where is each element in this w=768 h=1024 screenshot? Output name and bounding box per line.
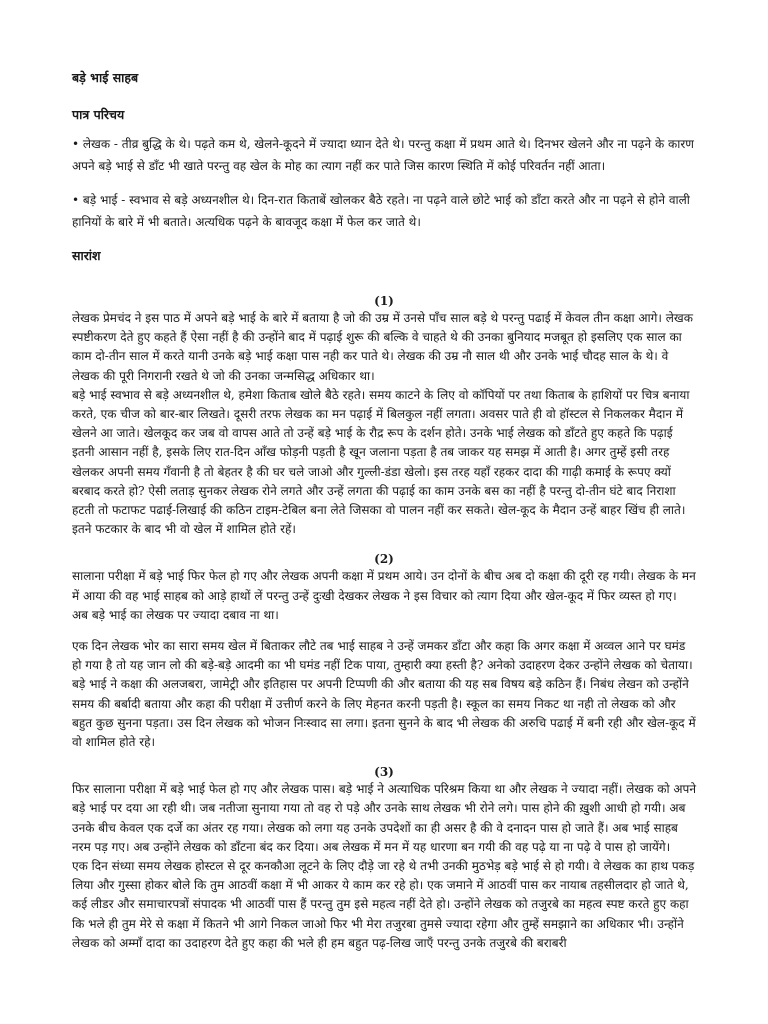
character-brother-paragraph: • बड़े भाई - स्वभाव से बड़े अध्यनशील थे। दिन-रात किताबें खोलकर बैठे रहते। ना पढ़ने वाले छोटे भाई को डाँटा करते और ना पढ़ने से होने वाली हानियों के बारे में भी बताते। अत्यधिक पढ़ने के बावजूद कक्षा में फेल कर जाते थे। (72, 193, 690, 229)
section-3-paragraph-2: एक दिन संध्या समय लेखक होस्टल से दूर कनकौआ लूटने के लिए दौड़े जा रहे थे तभी उनकी मुठभेड़ बड़े भाई से हो गयी। वे लेखक का हाथ पकड़ लिया और गुस्सा होकर बोले कि तुम आठवीं कक्षा में भी आकर ये काम कर रहे हो। एक जमाने में आठवीं पास कर नायाब तहसीलदार हो जाते थे, कई लीडर और समाचारपत्रों संपादक भी आठवीं पास हैं परन्तु तुम इसे महत्व नहीं देते हो। उन्होंने लेखक को तजुरबे का महत्व स्पष्ट करते हुए कहा कि भले ही तुम मेरे से कक्षा में कितने भी आगे निकल जाओ फिर भी मेरा तजुरबा तुमसे ज्यादा रहेगा और तुम्हें समझाने का अधिकार भी। उन्होंने लेखक को अम्माँ दादा का उदाहरण देते हुए कहा की भले ही हम बहुत पढ़-लिख जाएँ परन्तु उनके तजुरबे की बराबरी (72, 859, 695, 950)
character-author-paragraph: • लेखक - तीव्र बुद्धि के थे। पढ़ते कम थे, खेलने-कूदने में ज्यादा ध्यान देते थे। परन्तु कक्षा में प्रथम आते थे। दिनभर खेलने और ना पढ़ने के कारण अपने बड़े भाई से डाँट भी खाते परन्तु वह खेल के मोह का त्याग नहीं कर पाते जिस कारण स्थिति में कोई परिवर्तन नहीं आता। (72, 137, 694, 173)
section-2-paragraph-1: सालाना परीक्षा में बड़े भाई फिर फेल हो गए और लेखक अपनी कक्षा में प्रथम आये। उन दोनों के बीच अब दो कक्षा की दूरी रह गयी। लेखक के मन में आया की वह भाई साहब को आड़े हाथों लें परन्तु उन्हें दुःखी देखकर लेखक ने इस विचार को त्याग दिया और खेल-कूद में फिर व्यस्त हो गए। अब बड़े भाई का लेखक पर ज्यादा दबाव ना था। (72, 569, 696, 622)
section-2-number: (2) (374, 552, 394, 567)
section-2-paragraph-2: एक दिन लेखक भोर का सारा समय खेल में बिताकर लौटे तब भाई साहब ने उन्हें जमकर डाँटा और कहा कि अगर कक्षा में अव्वल आने पर घमंड हो गया है तो यह जान लो की बड़े-बड़े आदमी का भी घमंड नहीं टिक पाया, तुम्हारी क्या हस्ती है? अनेको उदाहरण देकर उन्होंने लेखक को चेताया। बड़े भाई ने कक्षा की अलजबरा, जामेट्री और इतिहास पर अपनी टिप्पणी की और बताया की यह सब विषय बड़े कठिन हैं। निबंध लेखन को उन्होंने समय की बर्बादी बताया और कहा की परीक्षा में उत्तीर्ण करने के लिए मेहनत करनी पड़ती है। स्कूल का समय निकट था नही तो लेखक को और बहुत कुछ सुनना पड़ता। उस दिन लेखक को भोजन निःस्वाद सा लगा। इतना सुनने के बाद भी लेखक की अरुचि पढाई में बनी रही और खेल-कूद में वो शामिल होते रहे। (72, 639, 696, 750)
section-1-paragraph-1: लेखक प्रेमचंद ने इस पाठ में अपने बड़े भाई के बारे में बताया है जो की उम्र में उनसे पाँच साल बड़े थे परन्तु पढाई में केवल तीन कक्षा आगे। लेखक स्पष्टीकरण देते हुए कहते हैं ऐसा नहीं है की उन्होंने बाद में पढ़ाई शुरू की बल्कि वे चाहते थे की उनका बुनियाद मजबूत हो इसलिए एक साल का काम दो-तीन साल में करते यानी उनके बड़े भाई कक्षा पास नही कर पाते थे। लेखक की उम्र नौ साल थी और उनके भाई चौदह साल के थे। वे लेखक की पूरी निगरानी रखते थे जो की उनका जन्मसिद्ध अधिकार था। (72, 311, 693, 383)
section-1-paragraph-2: बड़े भाई स्वभाव से बड़े अध्यनशील थे, हमेशा किताब खोले बैठे रहते। समय काटने के लिए वो कॉपियों पर तथा किताब के हाशियों पर चित्र बनाया करते, एक चीज को बार-बार लिखते। दूसरी तरफ लेखक का मन पढ़ाई में बिलकुल नहीं लगता। अवसर पाते ही वो हॉस्टल से निकलकर मैदान में खेलने आ जाते। खेलकूद कर जब वो वापस आते तो उन्हें बड़े भाई के रौद्र रूप के दर्शन होते। उनके भाई लेखक को डाँटते हुए कहते कि पढ़ाई इतनी आसान नहीं है, इसके लिए रात-दिन आँख फोड़नी पड़ती है खून जलाना पड़ता है तब जाकर यह समझ में आती है। अगर तुम्हें इसी तरह खेलकर अपनी समय गँवानी है तो बेहतर है की घर चले जाओ और गुल्ली-डंडा खेलो। इस तरह यहाँ रहकर दादा की गाढ़ी कमाई के रूपए क्यों बरबाद करते हो? ऐसी लताड़ सुनकर लेखक रोने लगते और उन्हें लगता की पढ़ाई का काम उनके बस का नहीं है परन्तु दो-तीन घंटे बाद निराशा हटती तो फटाफट पढाई-लिखाई की कठिन टाइम-टेबिल बना लेते जिसका वो पालन नहीं कर सकते। खेल-कूद के मैदान उन्हें बाहर खिंच ही लाते। इतने फटकार के बाद भी वो खेल में शामिल होते रहें। (72, 387, 690, 537)
summary-heading: सारांश (72, 248, 101, 263)
character-intro-heading: पात्र परिचय (72, 107, 125, 122)
section-3-paragraph-1: फिर सालाना परीक्षा में बड़े भाई फेल हो गए और लेखक पास। बड़े भाई ने अत्याधिक परिश्रम किया था और लेखक ने ज्यादा नहीं। लेखक को अपने बड़े भाई पर दया आ रही थी। जब नतीजा सुनाया गया तो वह रो पड़े और उनके साथ लेखक भी रोने लगे। पास होने की ख़ुशी आधी हो गयी। अब उनके बीच केवल एक दर्जे का अंतर रह गया। लेखक को लगा यह उनके उपदेशों का ही असर है की वे दनादन पास हो जाते हैं। अब भाई साहब नरम पड़ गए। अब उन्होंने लेखक को डाँटना बंद कर दिया। अब लेखक में मन में यह धारणा बन गयी की वह पढ़े या ना पढ़े वे पास हो जायेंगे। (72, 782, 697, 854)
section-1-number: (1) (374, 294, 394, 308)
document-title: बड़े भाई साहब (72, 70, 139, 85)
section-3-number: (3) (374, 765, 394, 780)
